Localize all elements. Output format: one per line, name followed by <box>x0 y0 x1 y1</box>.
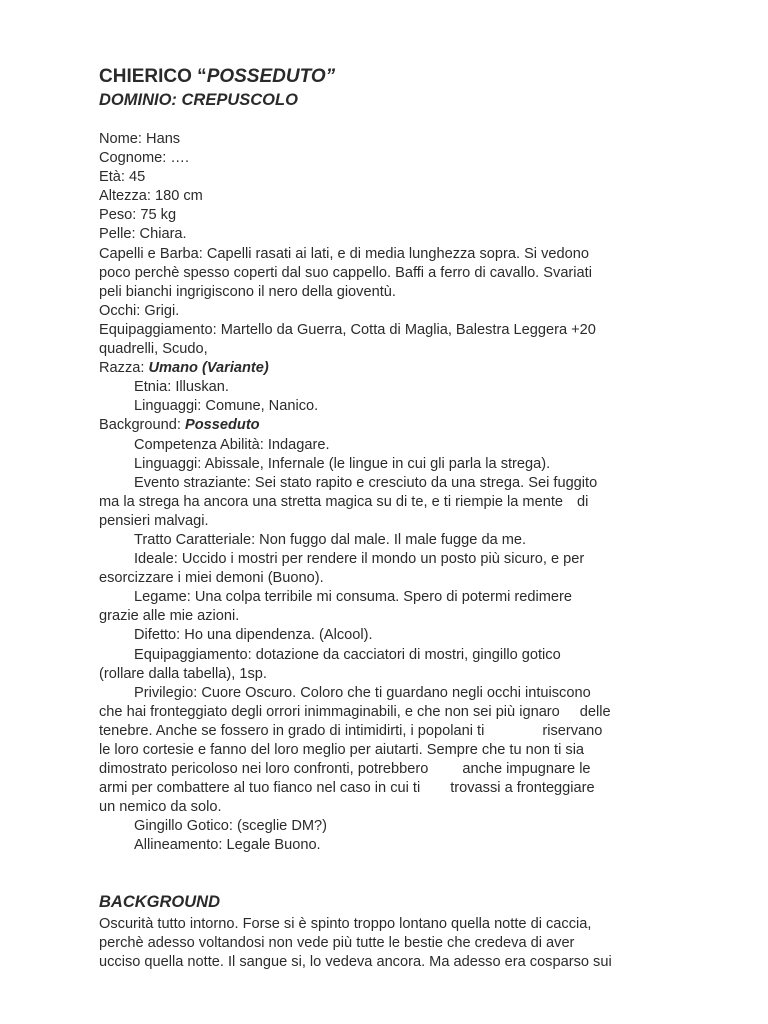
background-story <box>99 915 679 972</box>
feature-6a: armi per combattere al tuo fianco nel caso in cui ti <box>99 780 421 797</box>
sheet-line-age: Età: 45 <box>99 169 146 186</box>
feature-3b: riservano <box>542 722 603 739</box>
sheet-line-name: Nome: Hans <box>99 131 181 147</box>
sheet-line-ideal: Ideale: Uccido i mostri per rendere il mondo un posto più sicuro, e per <box>134 551 585 568</box>
sheet-line-feature-6 <box>99 779 679 798</box>
sheet-line-eyes: Occhi: Grigi. <box>99 302 180 319</box>
event-2a: ma la strega ha ancora una stretta magica su di te, e ti riempie la mente <box>99 493 563 510</box>
event-2b: di <box>577 493 589 510</box>
sheet-line-bg-equipment-2: (rollare dalla tabella), 1sp. <box>99 665 267 682</box>
sheet-line-event: Evento straziante: Sei stato rapito e cresciuto da una strega. Sei fuggito <box>134 474 598 491</box>
feature-4b: che tu non ti sia <box>481 742 585 758</box>
sheet-line-alignment: Allineamento: Legale Buono. <box>134 837 321 854</box>
sheet-line-weight: Peso: 75 kg <box>99 207 177 224</box>
sheet-line-ethnicity: Etnia: Illuskan. <box>134 379 229 396</box>
sheet-line-hair-3: peli bianchi ingrigiscono il nero della gioventù. <box>99 283 396 300</box>
feature-4a: le loro cortesie e fanno del loro meglio per aiutarti. Sempre <box>99 742 478 758</box>
sheet-line-surname: Cognome: …. <box>99 150 190 167</box>
title-prefix: CHIERICO “ <box>99 66 207 87</box>
sheet-line-skill: Competenza Abilità: Indagare. <box>134 436 330 453</box>
sheet-line-feature-7: un nemico da solo. <box>99 799 222 816</box>
page-subtitle: DOMINIO: CREPUSCOLO <box>99 91 298 109</box>
sheet-line-hair-2: poco perchè spesso coperti dal suo cappello. Baffi a ferro di cavallo. Svariati <box>99 264 592 281</box>
sheet-line-ideal-2: esorcizzare i miei demoni (Buono). <box>99 570 324 587</box>
race-value: Umano (Variante) <box>148 360 269 377</box>
sheet-line-height: Altezza: 180 cm <box>99 188 203 205</box>
story-line: ucciso quella notte. Il sangue si, lo vedeva ancora. Ma adesso era cosparso sui <box>99 954 612 971</box>
sheet-line-event-3: pensieri malvagi. <box>99 512 209 529</box>
sheet-line-event-2 <box>99 493 679 512</box>
sheet-line-feature-5 <box>99 760 679 779</box>
story-line: perchè adesso voltandosi non vede più tutte le bestie che credeva di aver <box>99 935 575 952</box>
story-line: Oscurità tutto intorno. Forse si è spinto troppo lontano quella notte di caccia, <box>99 916 592 932</box>
sheet-line-background <box>99 416 679 435</box>
sheet-line-bond-2: grazie alle mie azioni. <box>99 608 240 625</box>
sheet-line-bond: Legame: Una colpa terribile mi consuma. Spero di potermi redimere <box>134 589 573 606</box>
sheet-line-feature-4 <box>99 741 679 760</box>
feature-3a: tenebre. Anche se fossero in grado di intimidirti, i popolani ti <box>99 722 485 739</box>
sheet-line-feature-2 <box>99 703 679 722</box>
sheet-line-equipment: Equipaggiamento: Martello da Guerra, Cotta di Maglia, Balestra Leggera +20 <box>99 321 596 338</box>
page-title <box>99 66 335 88</box>
background-label: Background: <box>99 417 185 434</box>
feature-5b: anche impugnare le <box>462 761 591 778</box>
feature-2b: delle <box>579 703 611 720</box>
sheet-line-languages: Linguaggi: Comune, Nanico. <box>134 398 319 415</box>
feature-2a: che hai fronteggiato degli orrori inimmaginabili, e che non sei più ignaro <box>99 703 560 720</box>
character-sheet <box>99 130 679 856</box>
sheet-line-equipment-2: quadrelli, Scudo, <box>99 341 208 358</box>
feature-5a: dimostrato pericoloso nei loro confronti, potrebbero <box>99 761 429 778</box>
sheet-line-hair: Capelli e Barba: Capelli rasati ai lati, e di media lunghezza sopra. Si vedono <box>99 245 589 262</box>
sheet-line-skin: Pelle: Chiara. <box>99 226 187 243</box>
sheet-line-bg-languages: Linguaggi: Abissale, Infernale (le lingue in cui gli parla la strega). <box>134 455 551 472</box>
sheet-line-feature: Privilegio: Cuore Oscuro. Coloro che ti guardano negli occhi intuiscono <box>134 684 591 701</box>
sheet-line-feature-3 <box>99 722 679 741</box>
background-heading: BACKGROUND <box>99 893 220 911</box>
background-value: Posseduto <box>185 417 260 434</box>
sheet-line-flaw: Difetto: Ho una dipendenza. (Alcool). <box>134 627 373 644</box>
title-italic: POSSEDUTO” <box>206 66 336 87</box>
feature-6b: trovassi a fronteggiare <box>450 780 595 797</box>
sheet-line-bg-equipment: Equipaggiamento: dotazione da cacciatori di mostri, gingillo gotico <box>134 646 561 663</box>
sheet-line-trinket: Gingillo Gotico: (sceglie DM?) <box>134 818 328 835</box>
sheet-line-race <box>99 359 679 378</box>
race-label: Razza: <box>99 360 149 377</box>
sheet-line-trait: Tratto Caratteriale: Non fuggo dal male. Il male fugge da me. <box>134 531 527 548</box>
